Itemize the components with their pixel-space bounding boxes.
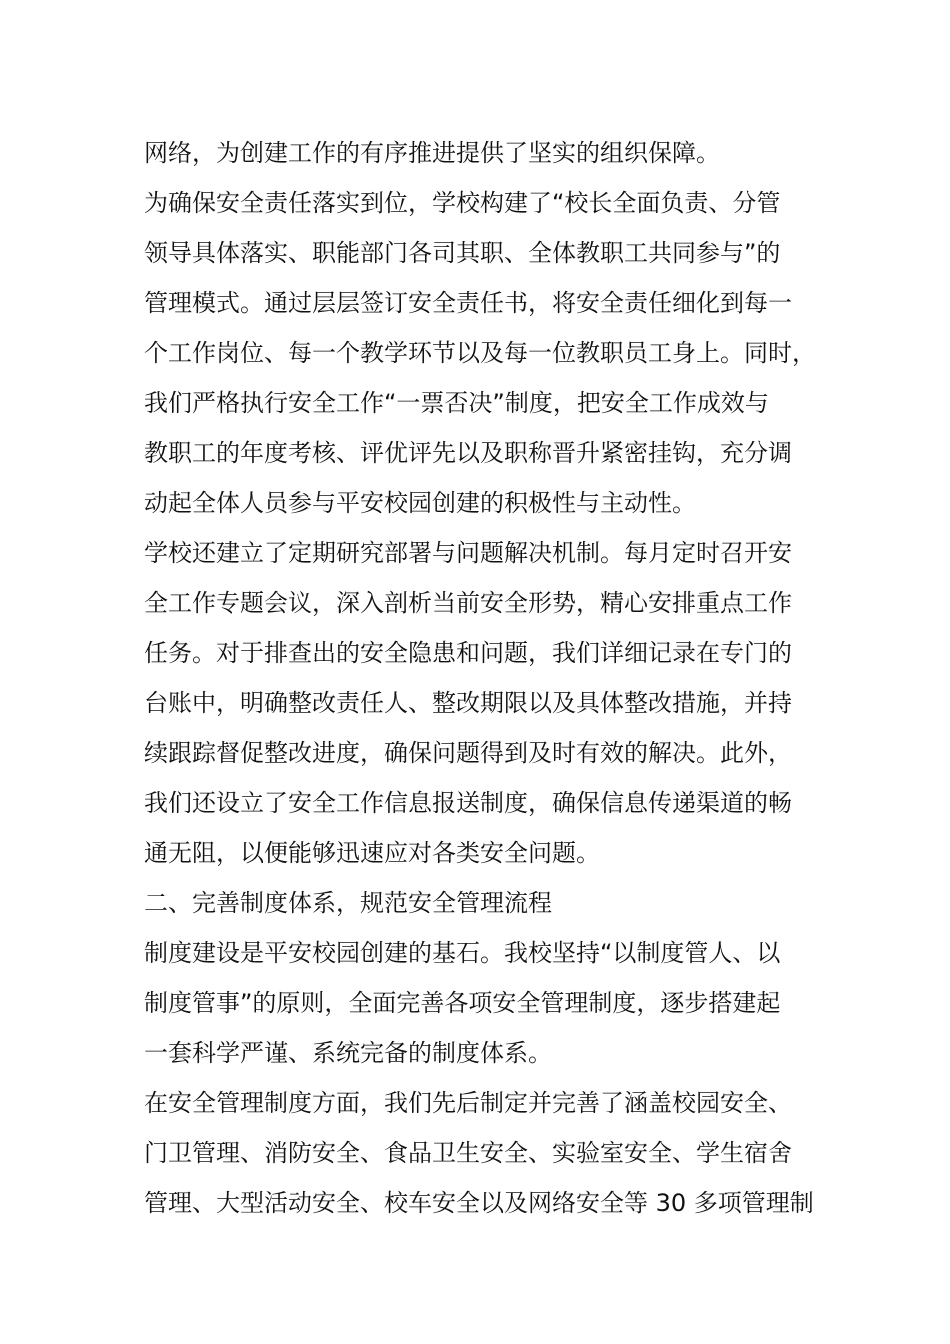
text-line: 网络，为创建工作的有序推进提供了坚实的组织保障。: [144, 139, 720, 167]
text-line: 制度建设是平安校园创建的基石。我校坚持“以制度管人、以: [144, 939, 781, 967]
text-line: 台账中，明确整改责任人、整改期限以及具体整改措施，并持: [144, 689, 792, 717]
section-heading: 二、完善制度体系，规范安全管理流程: [144, 889, 552, 917]
text-line: 管理、大型活动安全、校车安全以及网络安全等 30 多项管理制: [144, 1189, 814, 1217]
text-line: 一套科学严谨、系统完备的制度体系。: [144, 1039, 552, 1067]
text-line: 续跟踪督促整改进度，确保问题得到及时有效的解决。此外，: [144, 739, 792, 767]
text-line: 管理模式。通过层层签订安全责任书，将安全责任细化到每一: [144, 289, 792, 317]
text-line: 任务。对于排查出的安全隐患和问题，我们详细记录在专门的: [144, 639, 792, 667]
text-line: 教职工的年度考核、评优评先以及职称晋升紧密挂钩，充分调: [144, 439, 792, 467]
text-line: 我们还设立了安全工作信息报送制度，确保信息传递渠道的畅: [144, 789, 792, 817]
text-line: 制度管事”的原则，全面完善各项安全管理制度，逐步搭建起: [144, 989, 781, 1017]
text-line: 在安全管理制度方面，我们先后制定并完善了涵盖校园安全、: [144, 1089, 792, 1117]
text-line: 全工作专题会议，深入剖析当前安全形势，精心安排重点工作: [144, 589, 792, 617]
text-line: 个工作岗位、每一个教学环节以及每一位教职员工身上。同时，: [144, 339, 816, 367]
text-line: 门卫管理、消防安全、食品卫生安全、实验室安全、学生宿舍: [144, 1139, 792, 1167]
document-body: [144, 128, 814, 1228]
text-line: 我们严格执行安全工作“一票否决”制度，把安全工作成效与: [144, 389, 769, 417]
text-line: 学校还建立了定期研究部署与问题解决机制。每月定时召开安: [144, 539, 792, 567]
text-line: 领导具体落实、职能部门各司其职、全体教职工共同参与”的: [144, 239, 781, 267]
text-line: 动起全体人员参与平安校园创建的积极性与主动性。: [144, 489, 696, 517]
text-line: 为确保安全责任落实到位，学校构建了“校长全面负责、分管: [144, 189, 781, 217]
text-line: 通无阻，以便能够迅速应对各类安全问题。: [144, 839, 600, 867]
